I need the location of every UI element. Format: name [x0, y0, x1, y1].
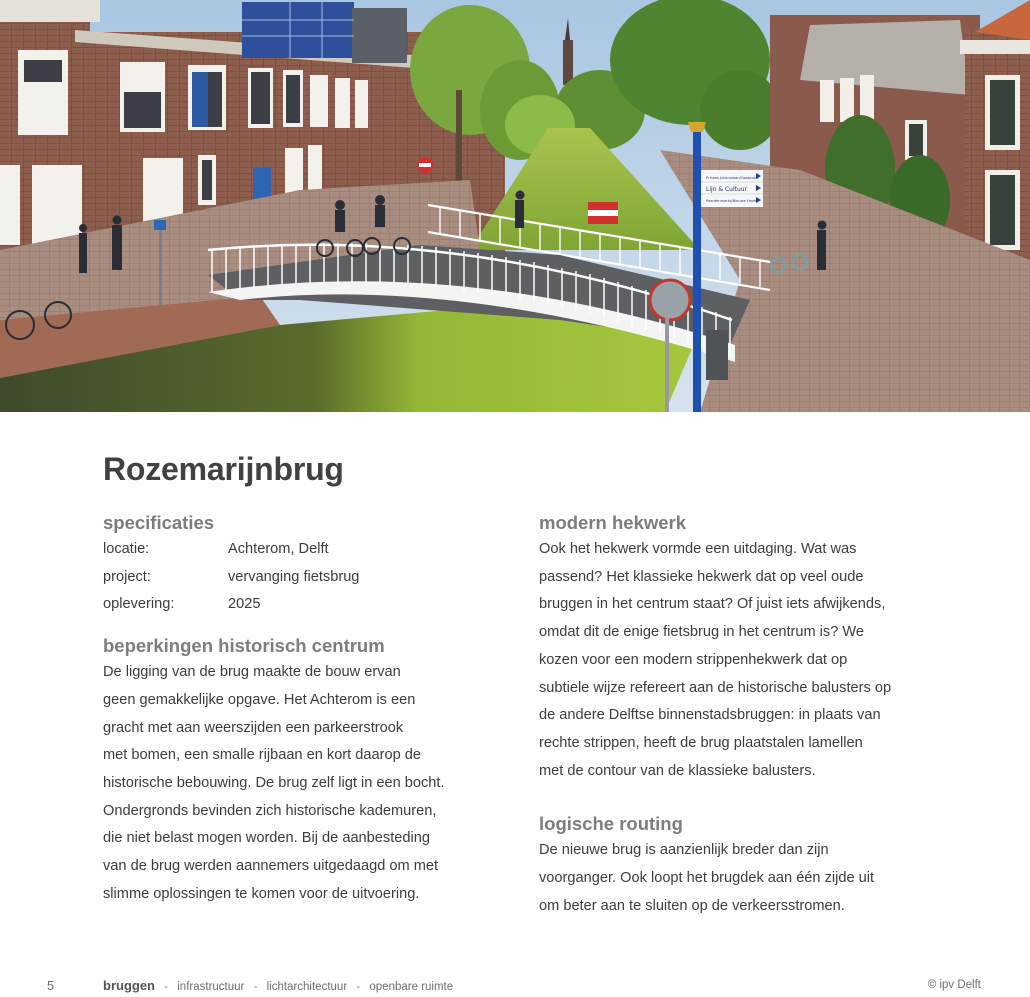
page-title: Rozemarijnbrug: [103, 451, 344, 487]
breadcrumb-separator: -: [253, 981, 258, 993]
svg-text:Prinses Julianalaan/Oostpoort: Prinses Julianalaan/Oostpoort: [706, 176, 759, 180]
section-body-logical-routing: [539, 837, 919, 920]
spec-value: Achterom, Delft: [228, 541, 329, 557]
breadcrumb: [103, 978, 453, 993]
body-line: met de contour van de klassieke balusters.: [539, 762, 816, 779]
section-heading-logical-routing: logische routing: [539, 813, 683, 835]
section-heading-modern-railing: modern hekwerk: [539, 512, 687, 533]
body-line: slimme oplossingen te komen voor de uitvoering.: [103, 885, 420, 902]
spec-key: locatie:: [103, 541, 150, 557]
spec-row-delivery: [103, 591, 483, 619]
body-line: geen gemakkelijke opgave. Het Achterom is een: [103, 691, 416, 708]
spec-key: project:: [103, 568, 151, 585]
breadcrumb-separator: -: [164, 981, 169, 993]
breadcrumb-item-public-space[interactable]: openbare ruimte: [369, 981, 454, 993]
body-line: Ondergronds bevinden zich historische kademuren,: [103, 802, 437, 819]
body-line: Ook het hekwerk vormde een uitdaging. Wat was: [539, 541, 857, 557]
section-body-modern-railing: [539, 536, 919, 785]
body-line: De nieuwe brug is aanzienlijk breder dan zijn: [539, 842, 829, 859]
svg-text:Lijn & Cultuur: Lijn & Cultuur: [706, 186, 748, 193]
spec-value: vervanging fietsbrug: [228, 568, 360, 585]
body-line: voorganger. Ook loopt het brugdek aan één zijde uit: [539, 870, 875, 887]
right-column: [539, 510, 919, 920]
body-line: kozen voor een modern strippenhekwerk dat op: [539, 651, 848, 668]
body-line: de andere Delftse binnenstadsbruggen: in plaats van: [539, 707, 881, 724]
page-number: 5: [47, 978, 55, 993]
specs-table: [103, 536, 483, 619]
spec-key: oplevering:: [103, 596, 175, 613]
section-body-historic-centre: [103, 659, 483, 908]
breadcrumb-separator: -: [356, 981, 361, 993]
breadcrumb-current: bruggen: [103, 978, 155, 993]
copyright-notice: © ipv Delft: [927, 979, 981, 991]
body-line: die niet belast mogen worden. Bij de aanbesteding: [103, 830, 430, 847]
spec-row-location: [103, 536, 483, 564]
body-line: om beter aan te sluiten op de verkeersstromen.: [539, 897, 845, 914]
body-line: subtiele wijze refereert aan de historische balusters op: [539, 679, 892, 696]
breadcrumb-item-light-architecture[interactable]: lichtarchitectuur: [266, 981, 348, 993]
section-heading-historic-centre: beperkingen historisch centrum: [103, 635, 385, 657]
specs-heading: specificaties: [103, 512, 215, 533]
body-line: De ligging van de brug maakte de bouw ervan: [103, 664, 401, 681]
hero-photo: [0, 0, 1030, 412]
spec-value: 2025: [228, 596, 261, 613]
body-line: bruggen in het centrum staat? Of juist iets afwijkends,: [539, 596, 886, 613]
spec-row-project: [103, 564, 483, 592]
body-line: passend? Het klassieke hekwerk dat op veel oude: [539, 568, 864, 585]
body-line: rechte strippen, heeft de brug plaatstalen lamellen: [539, 734, 863, 751]
breadcrumb-item-infrastructure[interactable]: infrastructuur: [177, 981, 245, 993]
body-line: omdat dit de enige fietsbrug in het centrum is? We: [539, 624, 865, 641]
body-line: historische bebouwing. De brug zelf ligt in een bocht.: [103, 774, 445, 791]
left-column: [103, 510, 483, 908]
signpost: [701, 170, 763, 207]
body-line: van de brug werden aannemers uitgedaagd om met: [103, 858, 439, 875]
page-footer: [0, 978, 1030, 996]
body-line: gracht met aan weerszijden een parkeerstrook: [103, 719, 404, 736]
body-line: met bomen, een smalle rijbaan en kort daarop de: [103, 747, 422, 764]
svg-text:Paardenmarkt/Nieuwe Haven: Paardenmarkt/Nieuwe Haven: [706, 199, 759, 203]
